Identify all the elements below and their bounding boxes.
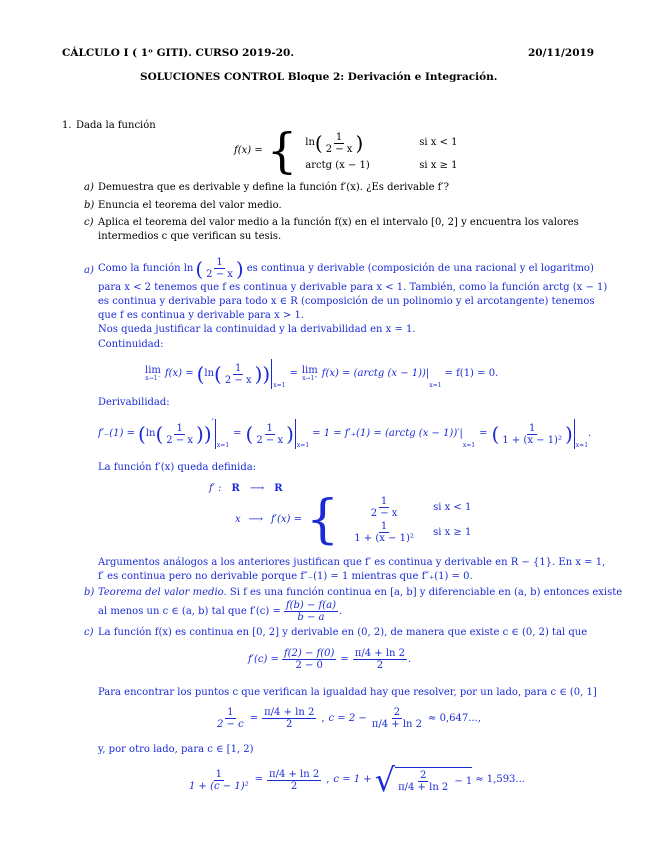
sol-a-label: a) [84,265,94,276]
piecewise-function: f(x) = { ln ( $\frac{1}{2 - x}$ ) si x < 1 arctg (x − 1) si x ≥ 1 [234,123,458,179]
page-title: SOLUCIONES CONTROL Bloque 2: Derivación e Integración. [140,71,498,83]
derivability-title: Derivabilidad: [98,397,170,408]
sol-b-line-1: Teorema del valor medio. Si f es una función continua en [a, b] y diferenciable en (a, b) entonces existe [98,587,623,598]
conclusion-2: f′ es continua pero no derivable porque f″₋(1) = 1 mientras que f″₊(1) = 0. [98,571,473,582]
course-header: CÁLCULO I ( 1ᵒ GITI). CURSO 2019-20. [62,47,294,59]
problem-number: 1. [62,120,72,131]
mvt-equation: f′(c) = $\frac{f(2) - f(0)}{2 - 0}$ = $\frac{\pi/4 + \ln 2}{2}$ . [248,648,412,671]
sol-a-line-2: para x < 2 tenemos que f es continua y derivable para x < 1. También, como la función arctg (x − 1) [98,282,608,293]
case2-expression: arctg (x − 1) [305,159,370,171]
ln: ln [305,137,315,148]
sol-c-label: c) [84,627,94,638]
problem-intro: Dada la función [76,120,156,131]
continuity-equation: lim x→1⁻ f(x) = ( ln ( $\frac{1}{2 - x}$ ) ) x=1 = lim x→1⁺ f(x) = (arctg (x − 1))| x=1 = f(1) = 0. [145,359,498,389]
sol-a-line-1: Como la función ln ( $\frac{1}{2 - x}$ ) es continua y derivable (composición de una racional y el logaritmo) [98,256,594,281]
date: 20/11/2019 [528,47,595,59]
fprime-defined: La función f′(x) queda definida: [98,462,257,473]
case2-condition: si x ≥ 1 [419,159,458,171]
part-c-text-2: intermedios c que verifican su tesis. [98,231,282,242]
map-domain-line: f′ : R ⟶ R [209,483,283,494]
sol-a-line-3: es continua y derivable para todo x ∈ R (composición de un polinomio y el arcotangente) tenemos [98,296,595,307]
map-definition: x ⟶ f′(x) = { $\frac{1}{2 - x}$ si x < 1 $\frac{1}{\text{1 + (x − 1)²}}$ si x ≥ 1 [235,490,472,550]
sol-b-label: b) [84,587,95,598]
part-b-text: Enuncia el teorema del valor medio. [98,200,282,211]
fraction: $\frac{1}{2 - x}$ [325,131,353,155]
conclusion-1: Argumentos análogos a los anteriores justifican que f′ es continua y derivable en R − {1}. En x = 1, [98,557,606,568]
continuity-title: Continuidad: [98,339,164,350]
sol-b-line-2: al menos un c ∈ (a, b) tal que f′(c) = $\frac{f(b) - f(a)}{b - a}$ . [98,600,343,623]
sol-a-line-4: que f es continua y derivable para x > 1. [98,310,304,321]
part-b-label: b) [84,200,95,211]
first-solution-equation: $\frac{1}{2 - c}$ = $\frac{\pi/4 + \ln 2}{2}$ , c = 2 − $\frac{2}{\pi/4 + \ln 2}$ ≈ 0,647..., [217,707,481,730]
case1-condition: si x < 1 [419,137,458,148]
sol-a-line-5: Nos queda justificar la continuidad y la derivabilidad en x = 1. [98,324,416,335]
sol-c-line-1: La función f(x) es continua en [0, 2] y derivable en (0, 2), de manera que existe c ∈ (0, 2) tal que [98,627,588,638]
part-a-label: a) [84,182,94,193]
part-a-text: Demuestra que es derivable y define la función f′(x). ¿Es derivable f′? [98,182,450,193]
derivability-equation: f′₋(1) = ( ln ( $\frac{1}{2 - x}$ ) ) ′ x=1 = ( $\frac{1}{2 - x}$ ) x=1 = 1 = f′₊(1) = (arctg (x − 1))′| x=1 = ( $\frac{1}{\text{1 + (x − 1)²}}$ ) x=1 . [98,418,592,449]
second-solution-equation: $\frac{1}{\text{1 + (c − 1)²}}$ = $\frac{\pi/4 + \ln 2}{2}$ , c = 1 + √ $\frac{2}{\pi/4 + \ln 2}$ − 1 ≈ 1,593... [189,761,525,799]
left-brace: { [266,123,298,179]
f-lhs: f(x) = [234,145,263,156]
part-c-text-1: Aplica el teorema del valor medio a la función f(x) en el intervalo [0, 2] y encuentra los valores [98,217,579,228]
sol-c-line-3: y, por otro lado, para c ∈ [1, 2) [98,744,254,755]
sol-c-line-2: Para encontrar los puntos c que verifican la igualdad hay que resolver, por un lado, para c ∈ (0, 1] [98,687,597,698]
part-c-label: c) [84,217,94,228]
